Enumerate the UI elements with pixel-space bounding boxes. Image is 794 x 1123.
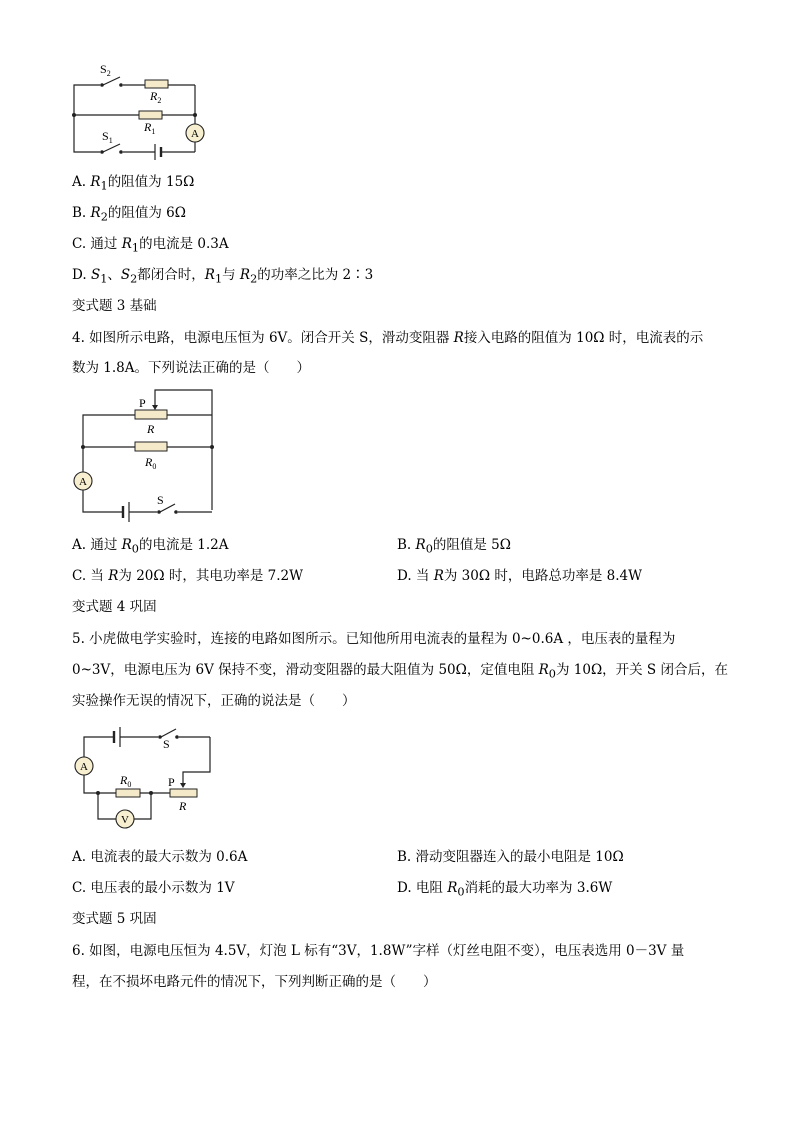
switch-s-label: S bbox=[163, 737, 170, 751]
option-4c: C. 当 R为 20Ω 时，其电功率是 7.2W bbox=[72, 568, 303, 584]
resistor-r0-label: $R_0$ bbox=[145, 455, 157, 471]
switch-s-label: S bbox=[157, 493, 164, 507]
variant-heading-4: 变式题 4 巩固 bbox=[72, 599, 157, 615]
ammeter-label: A bbox=[79, 476, 87, 488]
resistor-r0-label: $R_0$ bbox=[120, 773, 132, 789]
question-5-line-3: 实验操作无误的情况下，正确的说法是（ ） bbox=[72, 693, 356, 709]
rheostat-r-label: R bbox=[179, 799, 187, 813]
switch-s2-label: $S_2$ bbox=[100, 62, 111, 78]
resistor-r1-label: $R_1$ bbox=[144, 120, 156, 136]
option-5b: B. 滑动变阻器连入的最小电阻是 10Ω bbox=[397, 849, 624, 865]
option-3a: A. $R_1$的阻值为 15Ω bbox=[72, 174, 195, 193]
ammeter-label: A bbox=[80, 761, 88, 773]
circuit-diagram-2 bbox=[65, 385, 225, 525]
option-4b: B. $R_0$的阻值是 5Ω bbox=[397, 537, 511, 556]
question-6-line-1: 6. 如图，电源电压恒为 4.5V，灯泡 L 标有“3V，1.8W”字样（灯丝电阻不变），电压表选用 0－3V 量 bbox=[72, 943, 685, 959]
circuit-diagram-1 bbox=[60, 55, 220, 165]
ammeter-label: A bbox=[191, 128, 199, 140]
question-4-line-2: 数为 1.8A。下列说法正确的是（ ） bbox=[72, 360, 311, 376]
rheostat-r-label: R bbox=[147, 422, 155, 436]
question-4-line-1: 4. 如图所示电路，电源电压恒为 6V。闭合开关 S，滑动变阻器 R接入电路的阻值为 10Ω 时，电流表的示 bbox=[72, 330, 704, 346]
resistor-r2-label: $R_2$ bbox=[150, 89, 162, 105]
question-5-line-1: 5. 小虎做电学实验时，连接的电路如图所示。已知他所用电流表的量程为 0~0.6A ，电压表的量程为 bbox=[72, 631, 676, 647]
variant-heading-3: 变式题 3 基础 bbox=[72, 298, 157, 314]
option-5d: D. 电阻 $R_0$消耗的最大功率为 3.6W bbox=[397, 880, 613, 899]
voltmeter-label: V bbox=[121, 814, 129, 826]
variant-heading-5: 变式题 5 巩固 bbox=[72, 911, 157, 927]
option-3c: C. 通过 $R_1$的电流是 0.3A bbox=[72, 236, 229, 255]
circuit-diagram-3 bbox=[65, 720, 225, 840]
option-3b: B. $R_2$的阻值为 6Ω bbox=[72, 205, 186, 224]
option-3d: D. $S_1$、$S_2$都闭合时，$R_1$与 $R_2$的功率之比为 2∶3 bbox=[72, 267, 374, 286]
option-5a: A. 电流表的最大示数为 0.6A bbox=[72, 849, 248, 865]
slider-p-label: P bbox=[168, 775, 175, 789]
question-6-line-2: 程，在不损坏电路元件的情况下，下列判断正确的是（ ） bbox=[72, 974, 437, 990]
switch-s1-label: $S_1$ bbox=[102, 129, 113, 145]
option-5c: C. 电压表的最小示数为 1V bbox=[72, 880, 235, 896]
option-4d: D. 当 R为 30Ω 时，电路总功率是 8.4W bbox=[397, 568, 642, 584]
question-5-line-2: 0~3V，电源电压为 6V 保持不变，滑动变阻器的最大阻值为 50Ω，定值电阻 $R_0$为 10Ω，开关 S 闭合后，在 bbox=[72, 662, 728, 681]
option-4a: A. 通过 $R_0$的电流是 1.2A bbox=[72, 537, 229, 556]
slider-p-label: P bbox=[139, 396, 146, 410]
